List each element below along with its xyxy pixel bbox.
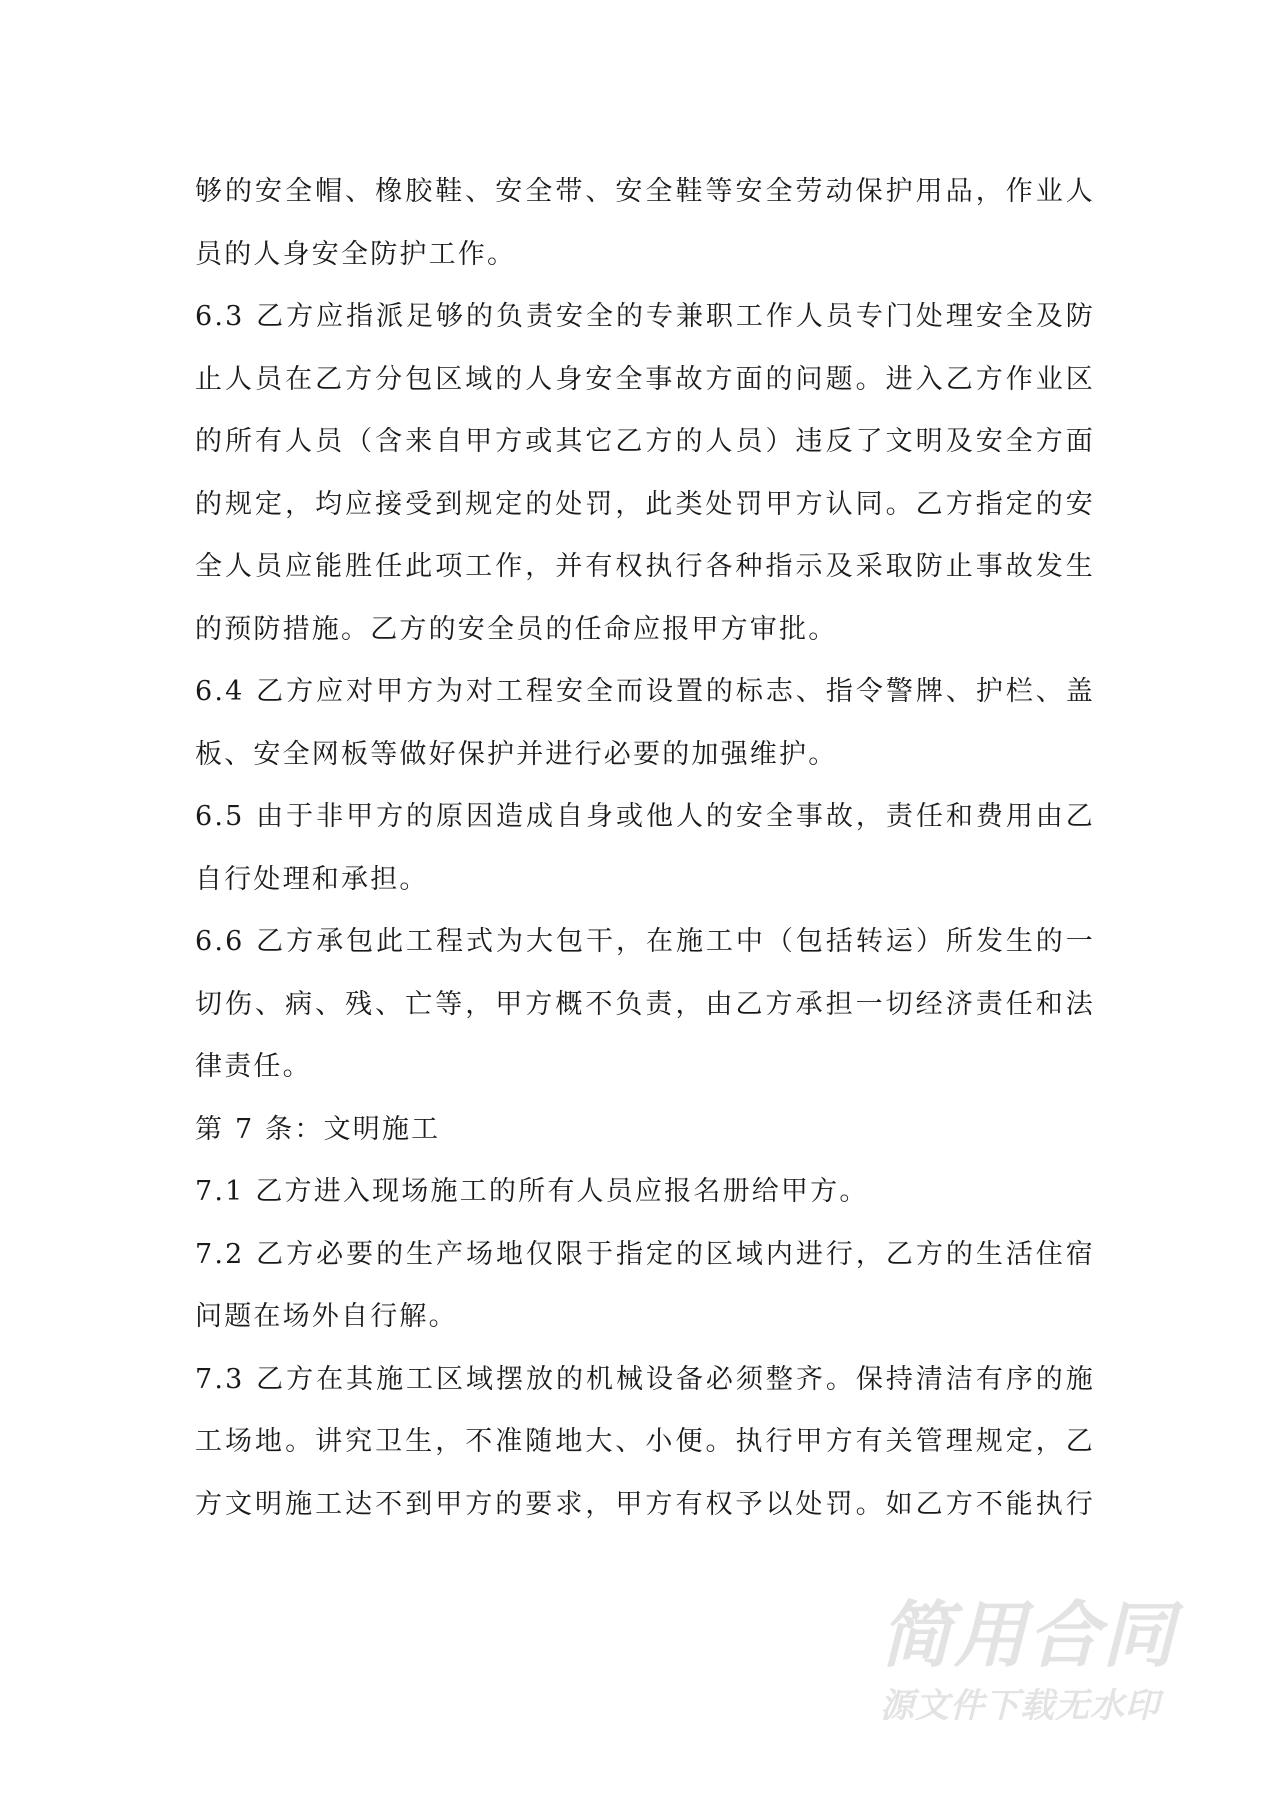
- text-line: 切伤、病、残、亡等，甲方概不负责，由乙方承担一切经济责任和法: [195, 988, 1095, 1020]
- clause-6-5: 6.5 由于非甲方的原因造成自身或他人的安全事故，责任和费用由乙: [195, 801, 1095, 832]
- clause-7-2: 7.2 乙方必要的生产场地仅限于指定的区域内进行，乙方的生活住宿: [195, 1238, 1095, 1270]
- document-body: [195, 161, 1095, 1536]
- text-line: 板、安全网板等做好保护并进行必要的加强维护。: [195, 738, 838, 770]
- clause-7-1: 7.1 乙方进入现场施工的所有人员应报名册给甲方。: [195, 1176, 869, 1207]
- text-line: 工场地。讲究卫生，不准随地大、小便。执行甲方有关管理规定，乙: [195, 1426, 1095, 1457]
- clause-6-6: 6.6 乙方承包此工程式为大包干，在施工中（包括转运）所发生的一: [195, 926, 1095, 957]
- text-line: 的所有人员（含来自甲方或其它乙方的人员）违反了文明及安全方面: [195, 426, 1095, 457]
- clause-7-3: 7.3 乙方在其施工区域摆放的机械设备必须整齐。保持清洁有序的施: [195, 1363, 1095, 1395]
- text-line: 问题在场外自行解。: [195, 1301, 458, 1332]
- section-heading-7: 第 7 条：文明施工: [195, 1113, 441, 1145]
- text-line: 的规定，均应接受到规定的处罚，此类处罚甲方认同。乙方指定的安: [195, 488, 1095, 520]
- clause-6-3: 6.3 乙方应指派足够的负责安全的专兼职工作人员专门处理安全及防: [195, 301, 1095, 332]
- text-line: 律责任。: [195, 1051, 312, 1082]
- watermark: [880, 1590, 1180, 1728]
- watermark-sub-text: 源文件下载无水印: [880, 1686, 1160, 1726]
- text-line: 全人员应能胜任此项工作，并有权执行各种指示及采取防止事故发生: [195, 551, 1095, 582]
- text-line: 员的人身安全防护工作。: [195, 238, 517, 270]
- text-line: 方文明施工达不到甲方的要求，甲方有权予以处罚。如乙方不能执行: [195, 1488, 1095, 1520]
- text-line: 的预防措施。乙方的安全员的任命应报甲方审批。: [195, 613, 838, 645]
- text-line: 止人员在乙方分包区域的人身安全事故方面的问题。进入乙方作业区: [195, 363, 1095, 395]
- text-line: 自行处理和承担。: [195, 863, 429, 895]
- clause-6-4: 6.4 乙方应对甲方为对工程安全而设置的标志、指令警牌、护栏、盖: [195, 676, 1095, 707]
- text-line: 够的安全帽、橡胶鞋、安全带、安全鞋等安全劳动保护用品，作业人: [195, 176, 1095, 207]
- watermark-main-text: 简用合同: [880, 1593, 1177, 1677]
